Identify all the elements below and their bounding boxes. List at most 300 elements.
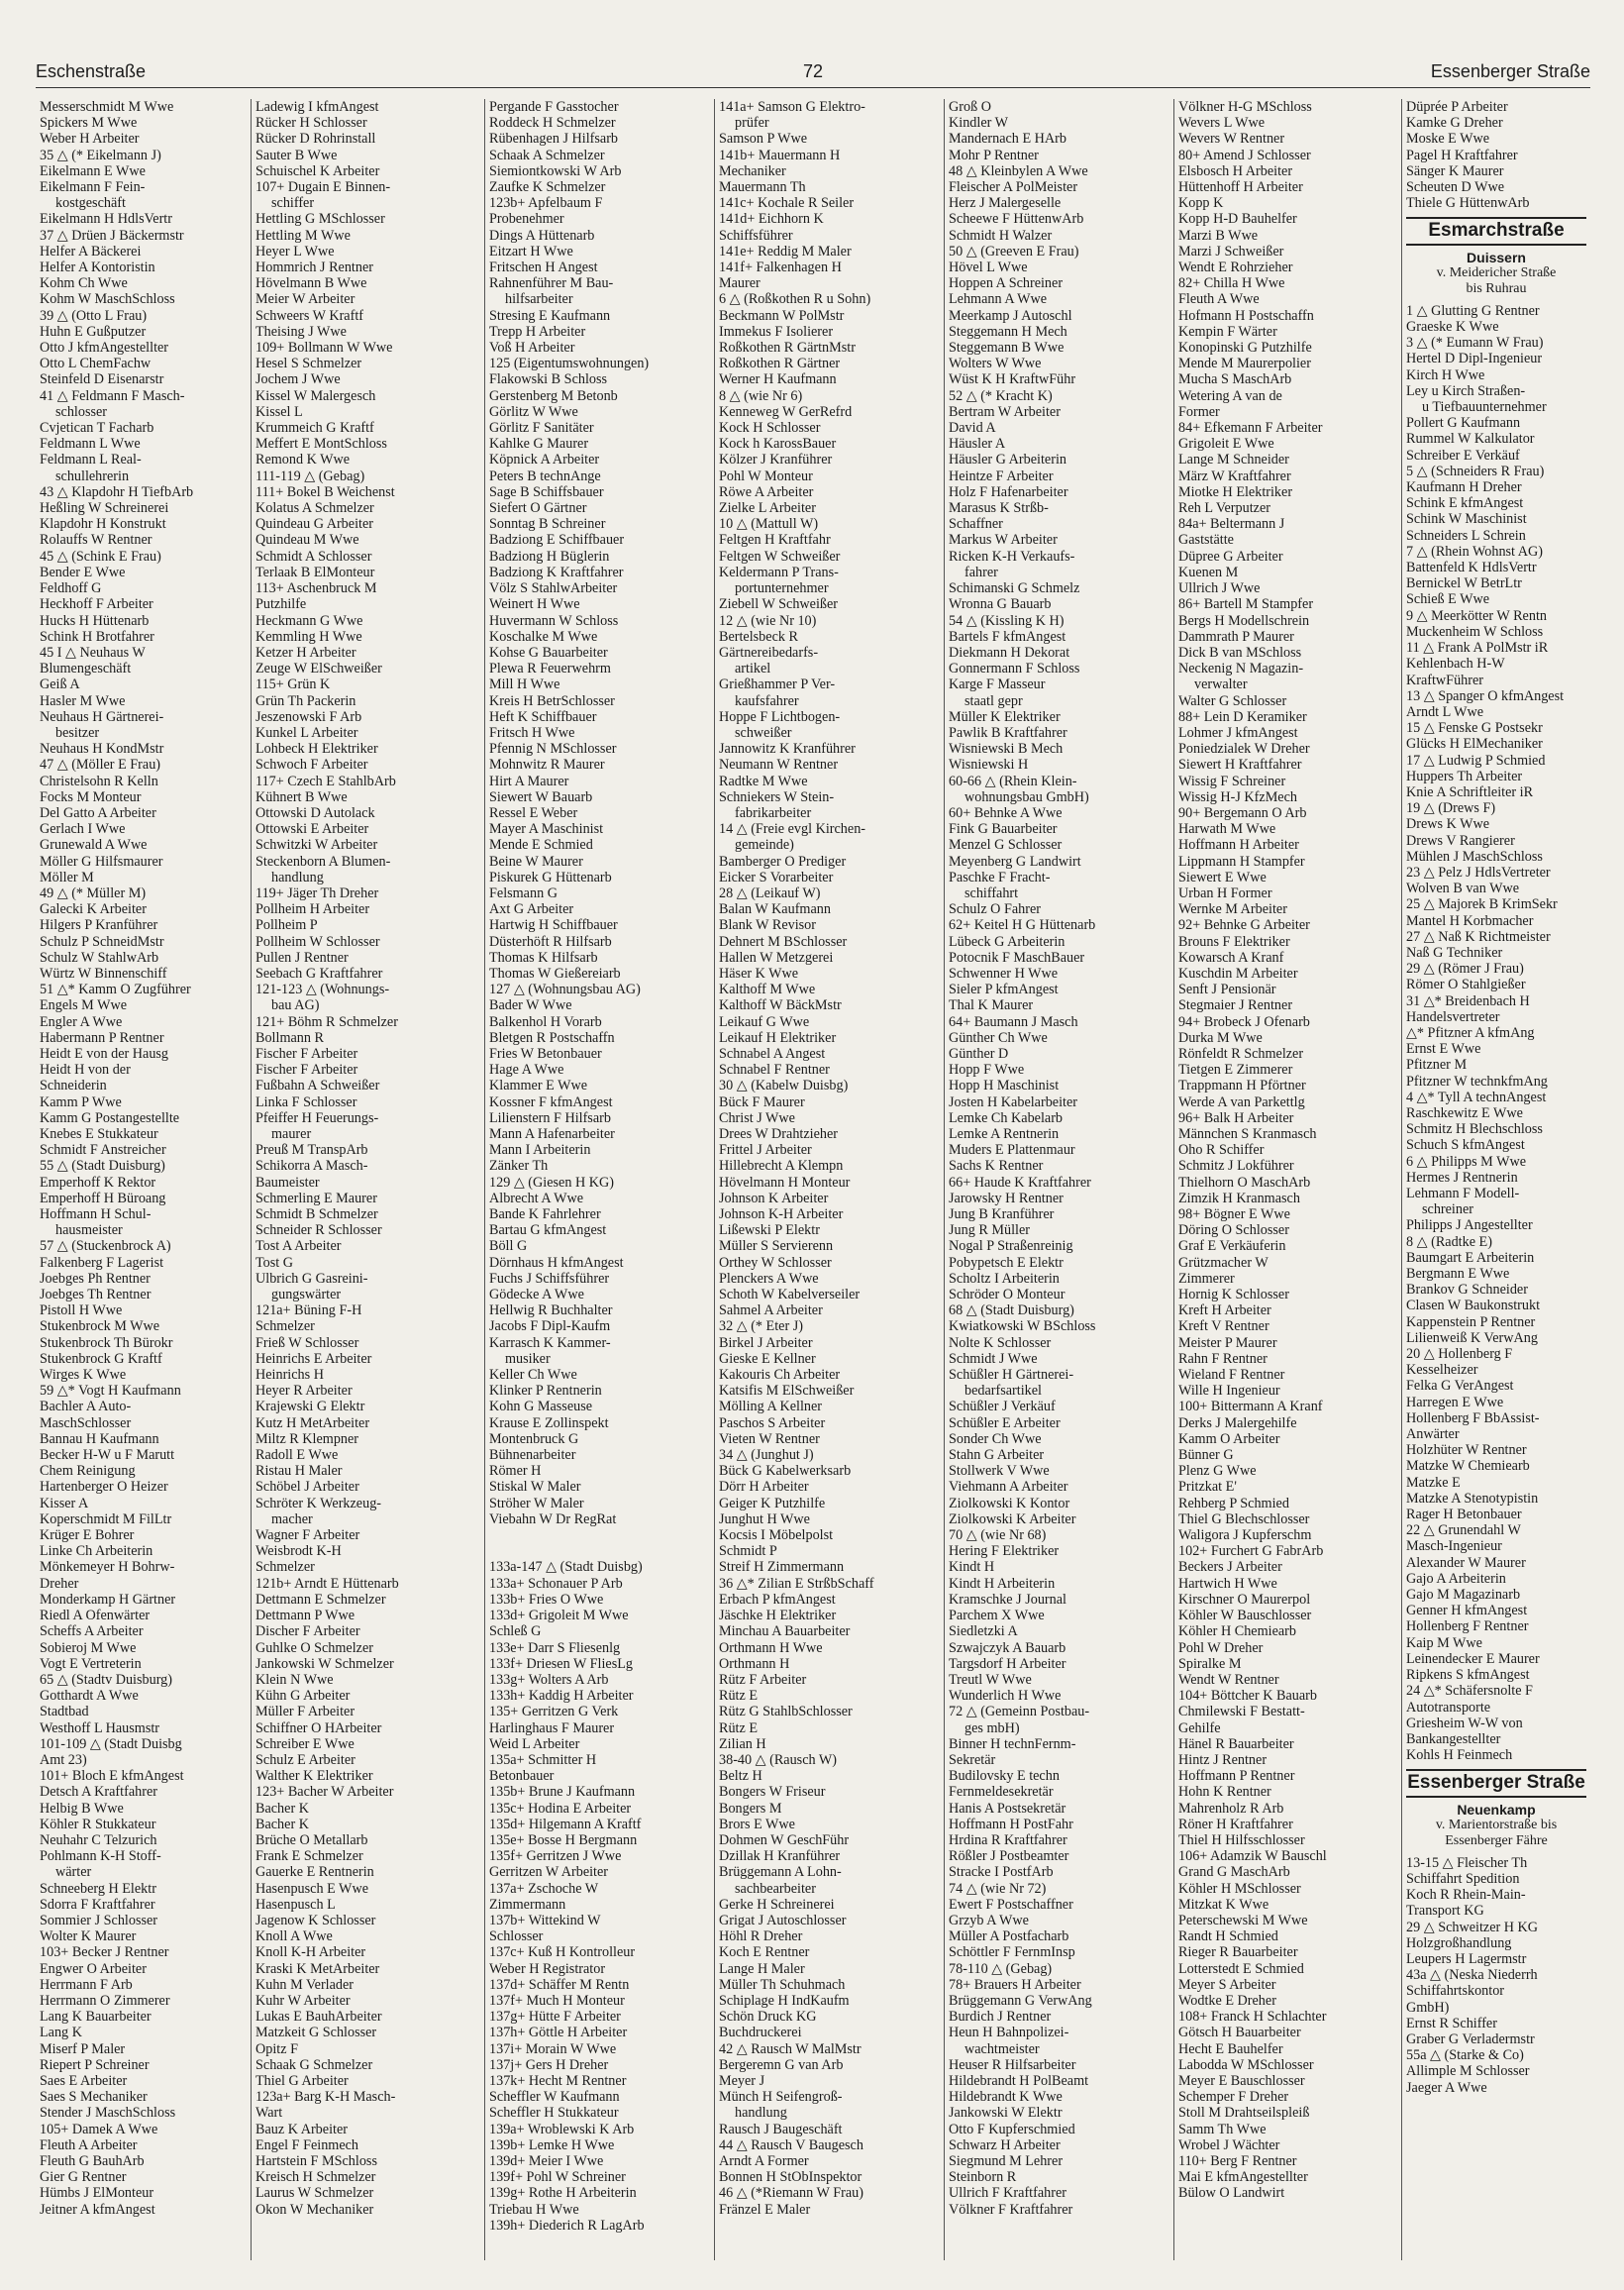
- directory-entry: MaschSchlosser: [40, 1414, 132, 1431]
- directory-entry: Jaeger A Wwe: [1406, 2079, 1487, 2096]
- directory-entry: Schnabel F Rentner: [719, 1062, 830, 1079]
- directory-entry: Krüger E Bohrer: [40, 1527, 135, 1544]
- directory-entry: Bongers M: [719, 1800, 782, 1817]
- directory-entry: Gonnermann F Schloss: [949, 661, 1080, 677]
- directory-entry: Hrdina R Kraftfahrer: [949, 1831, 1067, 1848]
- directory-entry: Thomas W Gießereiarb: [489, 965, 621, 982]
- directory-entry: Schmelzer: [255, 1559, 315, 1576]
- directory-entry: Hoffmann H Arbeiter: [1178, 837, 1299, 854]
- directory-entry: Hasenpusch L: [255, 1896, 336, 1913]
- directory-entry: Ullrich J Wwe: [1178, 580, 1261, 597]
- column-2: [252, 99, 485, 2260]
- directory-entry: Sdorra F Kraftfahrer: [40, 1896, 155, 1913]
- directory-entry: musiker: [505, 1350, 551, 1367]
- directory-entry: Probenehmer: [489, 211, 564, 228]
- directory-entry: Jäschke H Elektriker: [719, 1608, 837, 1624]
- columns: [36, 99, 1590, 2260]
- directory-entry: Rönfeldt R Schmelzer: [1178, 1045, 1304, 1062]
- directory-entry: Hillebrecht A Klempn: [719, 1158, 844, 1175]
- directory-entry: 39 △ (Otto L Frau): [40, 307, 148, 324]
- directory-entry: Herz J Malergeselle: [949, 195, 1062, 212]
- directory-entry: 133b+ Fries O Wwe: [489, 1591, 604, 1608]
- directory-entry: Voß H Arbeiter: [489, 340, 575, 357]
- directory-entry: Chmilewski F Bestatt-: [1178, 1704, 1305, 1720]
- directory-entry: Buchdruckerei: [719, 2025, 802, 2041]
- directory-entry: Klammer E Wwe: [489, 1078, 588, 1094]
- directory-entry: 139h+ Diederich R LagArb: [489, 2217, 645, 2234]
- directory-entry: Stoll M Drahtseilspleiß: [1178, 2105, 1310, 2122]
- directory-entry: Schneiderin: [40, 1078, 107, 1094]
- directory-entry: Hollenberg F BbAssist-: [1406, 1409, 1540, 1426]
- directory-entry: Hövel L Wwe: [949, 260, 1028, 276]
- directory-entry: Kamm P Wwe: [40, 1093, 122, 1110]
- directory-entry: Fernmeldesekretär: [949, 1784, 1054, 1801]
- directory-entry: 115+ Grün K: [255, 677, 331, 693]
- directory-entry: besitzer: [55, 724, 100, 741]
- directory-entry: Wisniewski B Mech: [949, 741, 1064, 758]
- directory-entry: Peterschewski M Wwe: [1178, 1912, 1308, 1928]
- directory-entry: Bergeremn G van Arb: [719, 2056, 844, 2073]
- directory-entry: Hirt A Maurer: [489, 773, 569, 789]
- directory-entry: Grzyb A Wwe: [949, 1912, 1029, 1928]
- directory-entry: 13-15 △ Fleischer Th: [1406, 1854, 1528, 1871]
- directory-entry: Philipps J Angestellter: [1406, 1217, 1533, 1234]
- directory-entry: 48 △ Kleinbylen A Wwe: [949, 162, 1088, 179]
- directory-entry: Pfitzner W technkfmAng: [1406, 1073, 1548, 1090]
- directory-entry: Steggemann H Mech: [949, 323, 1067, 340]
- directory-entry: 123b+ Apfelbaum F: [489, 195, 603, 212]
- directory-entry: Wolters W Wwe: [949, 356, 1042, 372]
- directory-entry: Zimzik H Kranmasch: [1178, 1190, 1300, 1206]
- directory-entry: Schmerling E Maurer: [255, 1190, 377, 1206]
- directory-entry: Roßkothen R GärtnMstr: [719, 340, 856, 357]
- directory-entry: Kunkel L Arbeiter: [255, 724, 358, 741]
- directory-entry: Kirch H Wwe: [1406, 366, 1485, 383]
- directory-entry: Brors E Wwe: [719, 1816, 795, 1832]
- directory-entry: Stukenbrock Th Bürokr: [40, 1334, 173, 1351]
- directory-entry: Matzke E: [1406, 1474, 1461, 1491]
- directory-entry: wärter: [55, 1864, 92, 1881]
- column-5: [945, 99, 1174, 2260]
- directory-entry: Hoppe F Lichtbogen-: [719, 708, 841, 725]
- directory-entry: Badziong H Büglerin: [489, 548, 610, 565]
- directory-entry: 54 △ (Kissling K H): [949, 612, 1065, 629]
- directory-entry: 133g+ Wolters A Arb: [489, 1671, 609, 1688]
- directory-entry: Vogt E Vertreterin: [40, 1655, 142, 1672]
- directory-entry: 104+ Böttcher K Bauarb: [1178, 1688, 1317, 1705]
- directory-entry: Pohl W Dreher: [1178, 1639, 1264, 1656]
- directory-entry: Rummel W Kalkulator: [1406, 431, 1535, 448]
- directory-entry: Wissig F Schreiner: [1178, 773, 1286, 789]
- directory-entry: Kenneweg W GerRefrd: [719, 403, 853, 420]
- directory-entry: Mende M Maurerpolier: [1178, 356, 1311, 372]
- directory-entry: Möller M: [40, 869, 94, 885]
- directory-entry: Jagenow K Schlosser: [255, 1912, 376, 1928]
- directory-entry: 11 △ Frank A PolMstr iR: [1406, 640, 1549, 657]
- directory-entry: Dammrath P Maurer: [1178, 628, 1294, 645]
- directory-entry: Meister P Maurer: [1178, 1334, 1277, 1351]
- directory-entry: Hanis A Postsekretär: [949, 1800, 1066, 1817]
- directory-entry: Heckmann G Wwe: [255, 612, 363, 629]
- directory-entry: Joebges Ph Rentner: [40, 1270, 151, 1287]
- directory-entry: Gier G Rentner: [40, 2169, 127, 2186]
- directory-entry: Zielke L Arbeiter: [719, 500, 816, 517]
- directory-entry: Hövelmann B Wwe: [255, 275, 367, 292]
- directory-entry: Schulz E Arbeiter: [255, 1751, 355, 1768]
- directory-entry: Schön Druck KG: [719, 2009, 817, 2026]
- directory-entry: 44 △ Rausch V Baugesch: [719, 2136, 863, 2153]
- directory-entry: Matzke W Chemiearb: [1406, 1458, 1530, 1475]
- directory-entry: Graber G Verladermstr: [1406, 2030, 1535, 2047]
- directory-entry: Wrobel J Wächter: [1178, 2136, 1280, 2153]
- directory-entry: Drews V Rangierer: [1406, 832, 1515, 849]
- directory-entry: 28 △ (Leikauf W): [719, 885, 821, 901]
- directory-entry: Dzillak H Kranführer: [719, 1848, 841, 1865]
- directory-entry: 105+ Damek A Wwe: [40, 2121, 158, 2137]
- directory-entry: 60+ Behnke A Wwe: [949, 804, 1063, 821]
- directory-entry: Stadtbad: [40, 1704, 89, 1720]
- district-name: Duissern: [1467, 249, 1526, 265]
- directory-entry: Kindler W: [949, 115, 1009, 132]
- directory-entry: Diekmann H Dekorat: [949, 644, 1070, 661]
- directory-entry: Sänger K Maurer: [1406, 162, 1504, 179]
- directory-entry: Kuhr W Arbeiter: [255, 1992, 351, 2009]
- directory-entry: Hellwig R Buchhalter: [489, 1302, 613, 1319]
- directory-entry: Lang K: [40, 2025, 82, 2041]
- directory-entry: Kalthoff M Wwe: [719, 982, 816, 998]
- directory-entry: Heinrichs H: [255, 1367, 324, 1384]
- directory-entry: Müller Th Schuhmach: [719, 1976, 846, 1993]
- directory-entry: 133d+ Grigoleit M Wwe: [489, 1608, 629, 1624]
- directory-entry: Balkenhol H Vorarb: [489, 1013, 602, 1030]
- directory-entry: Mönkemeyer H Bohrw-: [40, 1559, 175, 1576]
- directory-entry: 20 △ Hollenberg F: [1406, 1346, 1513, 1363]
- directory-entry: Zaufke K Schmelzer: [489, 179, 606, 196]
- directory-entry: Lange H Maler: [719, 1960, 805, 1977]
- directory-entry: Heidt E von der Hausg: [40, 1045, 169, 1062]
- directory-entry: 133h+ Kaddig H Arbeiter: [489, 1688, 634, 1705]
- directory-entry: Schröter K Werkzeug-: [255, 1495, 382, 1511]
- directory-entry: Messerschmidt M Wwe: [40, 99, 174, 115]
- directory-entry: Trepp H Arbeiter: [489, 323, 586, 340]
- directory-entry: Kaufmann H Dreher: [1406, 479, 1522, 496]
- directory-entry: Otto L ChemFachw: [40, 356, 152, 372]
- directory-entry: Fleuth A Wwe: [1178, 291, 1260, 308]
- directory-entry: Marasus K Strßb-: [949, 500, 1049, 517]
- directory-entry: Mucha S MaschArb: [1178, 371, 1292, 388]
- directory-entry: Schulz W StahlwArb: [40, 949, 159, 966]
- directory-entry: Neumann W Rentner: [719, 757, 839, 774]
- directory-entry: Rütz E: [719, 1719, 759, 1736]
- directory-entry: Hartenberger O Heizer: [40, 1479, 168, 1496]
- directory-entry: Kolatus A Schmelzer: [255, 500, 374, 517]
- directory-entry: 141b+ Mauermann H: [719, 147, 841, 163]
- directory-entry: Dettmann P Wwe: [255, 1608, 355, 1624]
- directory-entry: Fries W Betonbauer: [489, 1045, 602, 1062]
- directory-entry: 5 △ (Schneiders R Frau): [1406, 463, 1545, 479]
- directory-entry: Wart: [255, 2105, 283, 2122]
- directory-entry: Engler A Wwe: [40, 1013, 123, 1030]
- directory-entry: Düprée P Arbeiter: [1406, 99, 1508, 115]
- directory-entry: Koschalke M Wwe: [489, 628, 598, 645]
- directory-entry: Bück F Maurer: [719, 1093, 805, 1110]
- directory-entry: Hommrich J Rentner: [255, 260, 373, 276]
- directory-entry: Wunderlich H Wwe: [949, 1688, 1062, 1705]
- directory-entry: Schiffner O HArbeiter: [255, 1719, 382, 1736]
- directory-entry: Miotke H Elektriker: [1178, 483, 1293, 500]
- directory-entry: 68 △ (Stadt Duisburg): [949, 1302, 1074, 1319]
- directory-entry: Rößler J Postbeamter: [949, 1848, 1069, 1865]
- directory-entry: Viebahn W Dr RegRat: [489, 1510, 617, 1527]
- directory-entry: Thal K Maurer: [949, 997, 1034, 1014]
- directory-entry: Durka M Wwe: [1178, 1029, 1263, 1046]
- directory-entry: Handelsvertreter: [1406, 1008, 1500, 1025]
- directory-entry: 51 △* Kamm O Zugführer: [40, 982, 191, 998]
- directory-entry: 43 △ Klapdohr H TiefbArb: [40, 483, 194, 500]
- directory-entry: Meffert E MontSchloss: [255, 436, 387, 453]
- directory-entry: Kehlenbach H-W: [1406, 656, 1505, 673]
- directory-entry: Clasen W Baukonstrukt: [1406, 1298, 1541, 1314]
- directory-entry: Schreiber E Wwe: [255, 1735, 355, 1752]
- directory-entry: Hüttenhoff H Arbeiter: [1178, 179, 1303, 196]
- directory-entry: Naß G Techniker: [1406, 944, 1503, 961]
- directory-entry: Steinborn R: [949, 2169, 1017, 2186]
- directory-entry: Schieß E Wwe: [1406, 591, 1490, 608]
- directory-entry: Kopp K: [1178, 195, 1224, 212]
- directory-entry: Fischer F Arbeiter: [255, 1062, 358, 1079]
- directory-entry: Sauter B Wwe: [255, 147, 338, 163]
- directory-entry: Sekretär: [949, 1751, 996, 1768]
- directory-entry: Brüggemann G VerwAng: [949, 1992, 1092, 2009]
- directory-entry: Plenz G Wwe: [1178, 1463, 1257, 1480]
- directory-entry: Pohlmann K-H Stoff-: [40, 1848, 161, 1865]
- directory-entry: Feldmann L Wwe: [40, 436, 141, 453]
- directory-entry: Allimple M Schlosser: [1406, 2063, 1530, 2080]
- directory-entry: Grunewald A Wwe: [40, 837, 148, 854]
- directory-entry: Schneiders L Schrein: [1406, 527, 1526, 544]
- directory-entry: Kappenstein P Rentner: [1406, 1313, 1536, 1330]
- directory-entry: Kocsis I Möbelpolst: [719, 1527, 834, 1544]
- directory-entry: verwalter: [1194, 677, 1248, 693]
- directory-entry: Römer O Stahlgießer: [1406, 977, 1526, 993]
- directory-entry: Muders E Plattenmaur: [949, 1142, 1075, 1159]
- directory-entry: Ressel E Weber: [489, 804, 578, 821]
- directory-entry: 135e+ Bosse H Bergmann: [489, 1831, 638, 1848]
- directory-entry: 17 △ Ludwig P Schmied: [1406, 752, 1546, 769]
- directory-entry: Mohnwitz R Maurer: [489, 757, 605, 774]
- header-left-street: Eschenstraße: [36, 61, 147, 81]
- directory-entry: Griesheim W-W von: [1406, 1715, 1523, 1731]
- directory-entry: Masch-Ingenieur: [1406, 1538, 1502, 1555]
- directory-entry: Kraski K MetArbeiter: [255, 1960, 380, 1977]
- directory-entry: Bartau G kfmAngest: [489, 1222, 607, 1239]
- directory-entry: Hertel D Dipl-Ingenieur: [1406, 351, 1543, 367]
- directory-entry: 82+ Chilla H Wwe: [1178, 275, 1285, 292]
- directory-entry: Thiel G Arbeiter: [255, 2072, 349, 2089]
- directory-entry: KraftwFührer: [1406, 672, 1484, 688]
- directory-entry: Lilienstern F Hilfsarb: [489, 1109, 611, 1126]
- directory-entry: Westhoff L Hausmstr: [40, 1719, 160, 1736]
- directory-entry: Kaip M Wwe: [1406, 1634, 1482, 1651]
- directory-entry: Baumeister: [255, 1174, 320, 1191]
- directory-entry: △* Pfitzner A kfmAng: [1406, 1024, 1535, 1041]
- directory-entry: 45 △ (Schink E Frau): [40, 548, 161, 565]
- directory-entry: Albrecht A Wwe: [489, 1190, 584, 1206]
- directory-entry: Fuchs J Schiffsführer: [489, 1270, 610, 1287]
- directory-entry: 135d+ Hilgemann A Kraftf: [489, 1816, 642, 1832]
- directory-entry: 59 △* Vogt H Kaufmann: [40, 1383, 181, 1400]
- directory-entry: Wetering A van de: [1178, 387, 1282, 404]
- directory-entry: 7 △ (Rhein Wohnst AG): [1406, 543, 1543, 560]
- directory-entry: Heyer L Wwe: [255, 243, 335, 260]
- directory-entry: Siewert E Wwe: [1178, 869, 1267, 885]
- directory-entry: Hopp F Wwe: [949, 1062, 1025, 1079]
- directory-entry: artikel: [735, 661, 771, 677]
- directory-entry: Stukenbrock G Kraftf: [40, 1350, 162, 1367]
- directory-entry: 84+ Efkemann F Arbeiter: [1178, 420, 1323, 437]
- directory-entry: Schmelzer: [255, 1318, 315, 1335]
- directory-entry: 80+ Amend J Schlosser: [1178, 147, 1311, 163]
- directory-entry: Grießhammer P Ver-: [719, 677, 836, 693]
- directory-entry: 38-40 △ (Rausch W): [719, 1751, 838, 1768]
- directory-entry: Walter G Schlosser: [1178, 692, 1287, 709]
- directory-entry: Schüßler E Arbeiter: [949, 1414, 1061, 1431]
- directory-entry: 135c+ Hodina E Arbeiter: [489, 1800, 632, 1817]
- directory-entry: Krajewski G Elektr: [255, 1399, 365, 1415]
- directory-entry: Spiralke M: [1178, 1655, 1242, 1672]
- directory-entry: Hintz J Rentner: [1178, 1751, 1268, 1768]
- directory-entry: fahrer: [964, 564, 998, 580]
- directory-entry: Pollheim W Schlosser: [255, 933, 380, 950]
- directory-entry: Ley u Kirch Straßen-: [1406, 382, 1526, 399]
- directory-entry: Christelsohn R Kelln: [40, 773, 158, 789]
- directory-entry: Meerkamp J Autoschl: [949, 307, 1072, 324]
- directory-entry: Lukas E BauhArbeiter: [255, 2009, 382, 2026]
- directory-entry: Paschos S Arbeiter: [719, 1414, 826, 1431]
- directory-entry: 55a △ (Starke & Co): [1406, 2047, 1524, 2064]
- directory-entry: 141a+ Samson G Elektro-: [719, 99, 865, 115]
- directory-entry: 88+ Lein D Keramiker: [1178, 708, 1307, 725]
- directory-entry: 9 △ Meerkötter W Rentn: [1406, 607, 1547, 624]
- directory-entry: Neuhahr C Telzurich: [40, 1831, 157, 1848]
- directory-entry: Otto J kfmAngestellter: [40, 340, 169, 357]
- directory-entry: Marzi B Wwe: [1178, 227, 1259, 244]
- directory-entry: hilfsarbeiter: [505, 291, 573, 308]
- directory-entry: Harlinghaus F Maurer: [489, 1719, 615, 1736]
- directory-entry: 121a+ Büning F-H: [255, 1302, 362, 1319]
- directory-entry: Jarowsky H Rentner: [949, 1190, 1064, 1206]
- directory-entry: 6 △ (Roßkothen R u Sohn): [719, 291, 871, 308]
- directory-entry: Schaffner: [949, 516, 1003, 533]
- directory-entry: Köpnick A Arbeiter: [489, 452, 600, 468]
- directory-entry: Focks M Monteur: [40, 788, 142, 805]
- directory-entry: Neuhaus H Gärtnerei-: [40, 708, 164, 725]
- directory-entry: Kohm W MaschSchloss: [40, 291, 175, 308]
- directory-entry: Schöbel J Arbeiter: [255, 1479, 359, 1496]
- directory-entry: Szwajczyk A Bauarb: [949, 1639, 1066, 1656]
- directory-entry: 133f+ Driesen W FliesLg: [489, 1655, 633, 1672]
- directory-entry: Lange M Schneider: [1178, 452, 1289, 468]
- directory-entry: Beltz H: [719, 1768, 762, 1785]
- directory-entry: 117+ Czech E StahlbArb: [255, 773, 396, 789]
- directory-entry: Schüßler H Gärtnerei-: [949, 1367, 1074, 1384]
- directory-entry: Engel F Feinmech: [255, 2136, 359, 2153]
- directory-entry: Schink E kfmAngest: [1406, 495, 1524, 512]
- directory-entry: 137g+ Hütte F Arbeiter: [489, 2009, 621, 2026]
- directory-entry: Schulz O Fahrer: [949, 901, 1041, 918]
- directory-entry: Felsmann G: [489, 885, 558, 901]
- directory-entry: 111+ Bokel B Weichenst: [255, 483, 395, 500]
- directory-entry: Bünner G: [1178, 1447, 1234, 1464]
- directory-entry: Streif H Zimmermann: [719, 1559, 845, 1576]
- directory-entry: Preuß M TranspArb: [255, 1142, 368, 1159]
- directory-entry: Kakouris Ch Arbeiter: [719, 1367, 841, 1384]
- directory-entry: 106+ Adamzik W Bauschl: [1178, 1848, 1327, 1865]
- column-7: [1402, 99, 1590, 2260]
- directory-entry: Dick B van MSchloss: [1178, 644, 1302, 661]
- directory-entry: Cvjetican T Facharb: [40, 420, 154, 437]
- directory-entry: Schiffahrt Spedition: [1406, 1870, 1520, 1887]
- directory-entry: Rücker H Schlosser: [255, 115, 367, 132]
- directory-entry: 25 △ Majorek B KrimSekr: [1406, 896, 1558, 913]
- directory-entry: 45 I △ Neuhaus W: [40, 644, 146, 661]
- directory-entry: 55 △ (Stadt Duisburg): [40, 1158, 165, 1175]
- directory-entry: Kossner F kfmAngest: [489, 1093, 613, 1110]
- directory-entry: Gieske E Kellner: [719, 1350, 816, 1367]
- directory-entry: Sonder Ch Wwe: [949, 1430, 1042, 1447]
- directory-entry: Keldermann P Trans-: [719, 564, 839, 580]
- directory-entry: Frieß W Schlosser: [255, 1334, 359, 1351]
- directory-entry: Mayer A Maschinist: [489, 821, 604, 838]
- directory-entry: Bertram W Arbeiter: [949, 403, 1061, 420]
- directory-entry: Schwenner H Wwe: [949, 965, 1059, 982]
- directory-entry: 137k+ Hecht M Rentner: [489, 2072, 627, 2089]
- directory-entry: Poniedzialek W Dreher: [1178, 741, 1310, 758]
- directory-entry: Hänel R Bauarbeiter: [1178, 1735, 1294, 1752]
- directory-entry: 141d+ Eichhorn K: [719, 211, 824, 228]
- directory-entry: Harwath M Wwe: [1178, 821, 1276, 838]
- directory-entry: Heuser R Hilfsarbeiter: [949, 2056, 1076, 2073]
- directory-entry: 102+ Furchert G FabrArb: [1178, 1543, 1324, 1560]
- directory-entry: Gödecke A Wwe: [489, 1287, 584, 1303]
- directory-entry: Mölling A Kellner: [719, 1399, 823, 1415]
- directory-entry: 133a+ Schonauer P Arb: [489, 1575, 623, 1592]
- directory-entry: Johnson K-H Arbeiter: [719, 1206, 844, 1223]
- directory-entry: Del Gatto A Arbeiter: [40, 804, 156, 821]
- directory-entry: Kock H Schlosser: [719, 420, 821, 437]
- directory-entry: 137c+ Kuß H Kontrolleur: [489, 1944, 636, 1961]
- directory-entry: 49 △ (* Müller M): [40, 885, 147, 901]
- directory-entry: 52 △ (* Kracht K): [949, 387, 1053, 404]
- directory-entry: Zänker Th: [489, 1158, 549, 1175]
- directory-entry: wohnungsbau GmbH): [964, 788, 1089, 805]
- directory-entry: Wolter K Maurer: [40, 1928, 137, 1945]
- directory-entry: Kwiatkowski W BSchloss: [949, 1318, 1096, 1335]
- directory-entry: Lohmer J kfmAngest: [1178, 724, 1298, 741]
- directory-entry: Hildebrandt K Wwe: [949, 2089, 1063, 2106]
- directory-entry: Habermann P Rentner: [40, 1029, 164, 1046]
- directory-entry: 98+ Bögner E Wwe: [1178, 1206, 1290, 1223]
- directory-entry: Hofmann H Postschaffn: [1178, 307, 1314, 324]
- directory-entry: Rütz F Arbeiter: [719, 1671, 807, 1688]
- directory-entry: Lemke A Rentnerin: [949, 1126, 1060, 1142]
- directory-entry: 66+ Haude K Kraftfahrer: [949, 1174, 1091, 1191]
- directory-entry: Dohmen W GeschFühr: [719, 1831, 850, 1848]
- directory-entry: Huppers Th Arbeiter: [1406, 768, 1523, 784]
- directory-entry: Ottowski D Autolack: [255, 804, 375, 821]
- directory-entry: 101-109 △ (Stadt Duisbg: [40, 1735, 182, 1752]
- directory-entry: Lilienweiß K VerwAng: [1406, 1329, 1538, 1346]
